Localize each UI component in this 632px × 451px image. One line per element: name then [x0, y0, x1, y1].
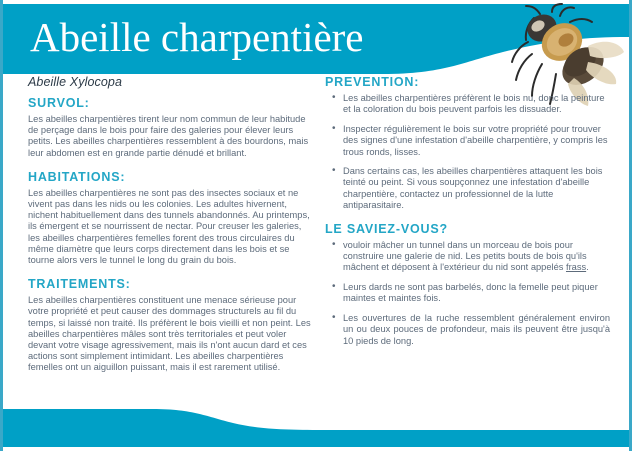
term-frass: frass: [565, 262, 587, 273]
list-item: • vouloir mâcher un tunnel dans un morceau de bois pour construire une galerie de nid. Les petits bouts de bois qu'ils mâchent et déposent à l'extérieur du nid sont appelés frass.: [343, 240, 610, 274]
left-column: [28, 75, 313, 383]
border-left: [0, 0, 3, 451]
section-body-survol: Les abeilles charpentières tirent leur nom commun de leur habitude de perçage dans le bois pour faire des galeries pour élever leurs petits. Les abeilles charpentières ressemblent à des bourdons, mais leur abdomen est en grande partie dénudé et brillant.: [28, 114, 309, 158]
page-title: Abeille charpentière: [30, 14, 364, 60]
right-column: [325, 75, 610, 357]
scientific-name: Abeille Xylocopa: [28, 75, 123, 89]
section-habitations: [28, 170, 313, 266]
section-heading-habitations: HABITATIONS:: [28, 169, 126, 184]
section-body-traitements: Les abeilles charpentières constituent une menace sérieuse pour votre propriété et peut causer des dommages structurels au fil du temps, si laissé non traité. Ils préfèrent le bois vieilli et non peint. Les abeilles charpentières mâles sont très territoriales et peut voler devant votre visage agressivement, mais ils n'ont aucun dard et ces actions sont simplement intimidant. Les abeilles charpentières femelles ont un aiguillon puissant, mais il est rarement utilisé.: [28, 295, 311, 373]
section-heading-traitements: TRAITEMENTS:: [28, 277, 131, 292]
section-heading-prevention: PREVENTION:: [325, 75, 420, 89]
list-item: • Les ouvertures de la ruche ressemblent généralement environ un ou deux pouces de profondeur, mais ils peuvent être jusqu'à 10 pieds de long.: [343, 313, 610, 347]
footer-wave-divider: [3, 399, 629, 447]
list-item: • Les abeilles charpentières préfèrent le bois nu, donc la peinture et la coloration du bois peuvent parfois les dissuader.: [343, 93, 610, 116]
section-heading-survol: SURVOL:: [28, 96, 90, 110]
list-item: • Leurs dards ne sont pas barbelés, donc la femelle peut piquer maintes et maintes fois.: [343, 282, 610, 305]
section-saviez-vous: [325, 222, 610, 347]
saviez-vous-bullet-list: [325, 240, 610, 347]
list-item: • Inspecter régulièrement le bois sur votre propriété pour trouver des signes d'une infestation d'abeille charpentière, y compris les trous ronds, lisses.: [343, 124, 610, 158]
footer-banner: [3, 399, 629, 447]
section-traitements: [28, 277, 313, 373]
section-survol: [28, 96, 313, 159]
section-prevention: [325, 75, 610, 212]
prevention-bullet-list: [325, 93, 610, 212]
section-body-habitations: Les abeilles charpentières ne sont pas des insectes sociaux et ne vivent pas dans les nids ou les colonies. Les adultes hivernent, nichent habituellement dans des tunnels abandonnés. Au printemps, ils émergent et se nourrissent de nectar. Pour creuser les galeries, les abeilles charpentières femelles forent des trous circulaires du même diamètre que leurs corps directement dans les bois et se tourne alors vers le tunnel le long du grain du bois.: [28, 187, 310, 266]
content-area: [0, 75, 632, 415]
list-item: • Dans certains cas, les abeilles charpentières attaquent les bois teinté ou peint. Si vous soupçonnez une infestation d'abeille charpentière, contactez un professionnel de la lutte antiparasitaire.: [343, 166, 610, 212]
section-heading-saviez-vous: LE SAVIEZ-VOUS?: [325, 221, 448, 236]
